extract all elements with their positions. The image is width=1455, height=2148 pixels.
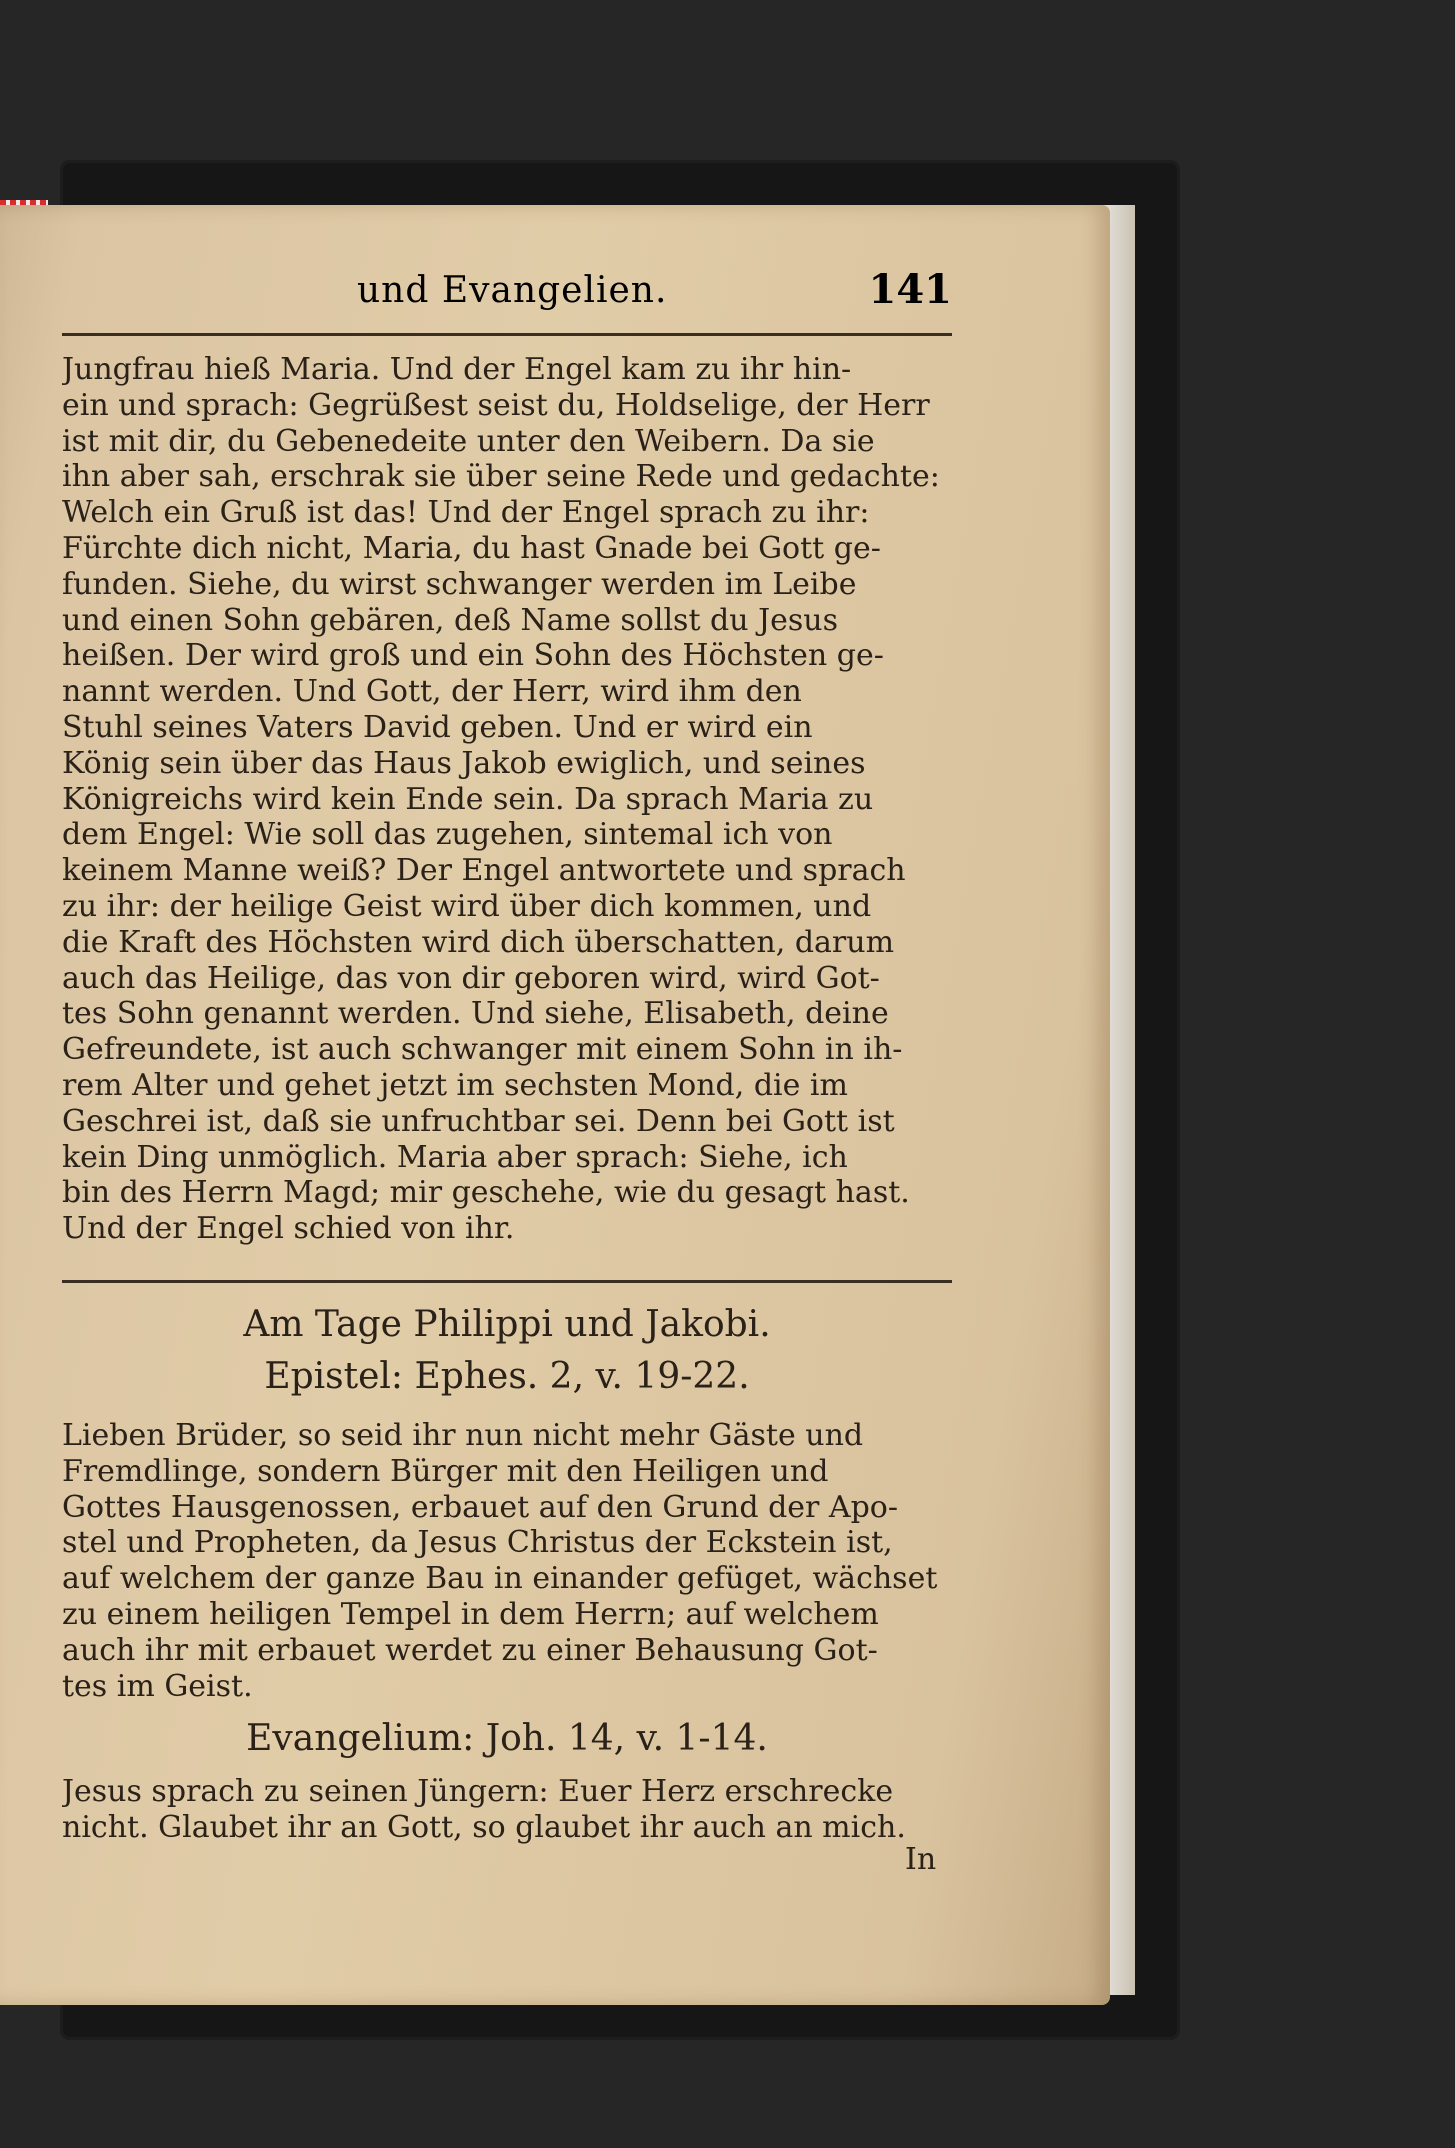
text-line: ihn aber sah, erschrak sie über seine Rede und gedachte: bbox=[62, 459, 940, 495]
text-line: Jungfrau hieß Maria. Und der Engel kam zu ihr hin- bbox=[62, 352, 852, 387]
text-line: auf welchem der ganze Bau in einander gefüget, wächset bbox=[62, 1561, 938, 1597]
text-line: funden. Siehe, du wirst schwanger werden im Leibe bbox=[62, 566, 857, 602]
passage-epistle bbox=[62, 1418, 957, 1704]
text-line: Fürchte dich nicht, Maria, du hast Gnade bei Gott ge- bbox=[62, 530, 881, 566]
text-line: auch ihr mit erbauet werdet zu einer Behausung Got- bbox=[62, 1632, 878, 1668]
gospel-heading: Evangelium: Joh. 14, v. 1-14. bbox=[246, 1718, 768, 1759]
text-line: zu ihr: der heilige Geist wird über dich kommen, und bbox=[62, 888, 872, 924]
text-line: König sein über das Haus Jakob ewiglich, und seines bbox=[62, 745, 866, 781]
header-rule bbox=[62, 333, 952, 336]
text-line: Gottes Hausgenossen, erbauet auf den Grund der Apo- bbox=[62, 1489, 898, 1525]
epistle-heading: Epistel: Ephes. 2, v. 19-22. bbox=[264, 1356, 750, 1397]
text-line: Geschrei ist, daß sie unfruchtbar sei. Denn bei Gott ist bbox=[62, 1103, 895, 1139]
text-line: stel und Propheten, da Jesus Christus der Eckstein ist, bbox=[62, 1525, 893, 1561]
text-line: heißen. Der wird groß und ein Sohn des Höchsten ge- bbox=[62, 638, 884, 674]
text-line: bin des Herrn Magd; mir geschehe, wie du gesagt hast. bbox=[62, 1175, 910, 1211]
text-line: nicht. Glaubet ihr an Gott, so glaubet ihr auch an mich. bbox=[62, 1809, 906, 1845]
text-line: und einen Sohn gebären, deß Name sollst du Jesus bbox=[62, 602, 838, 638]
text-line: kein Ding unmöglich. Maria aber sprach: Siehe, ich bbox=[62, 1139, 848, 1175]
text-line: Gefreundete, ist auch schwanger mit einem Sohn in ih- bbox=[62, 1032, 903, 1068]
text-line: Und der Engel schied von ihr. bbox=[62, 1211, 515, 1247]
running-head bbox=[62, 262, 952, 322]
text-line: Jesus sprach zu seinen Jüngern: Euer Herz erschrecke bbox=[62, 1774, 894, 1809]
text-line: keinem Manne weiß? Der Engel antwortete und sprach bbox=[62, 853, 906, 889]
text-line: ein und sprach: Gegrüßest seist du, Holdselige, der Herr bbox=[62, 387, 930, 423]
text-line: rem Alter und gehet jetzt im sechsten Mond, die im bbox=[62, 1067, 848, 1103]
text-line: Königreichs wird kein Ende sein. Da sprach Maria zu bbox=[62, 781, 874, 817]
passage-annunciation bbox=[62, 352, 957, 1247]
text-line: tes im Geist. bbox=[62, 1668, 253, 1704]
text-line: Lieben Brüder, so seid ihr nun nicht mehr Gäste und bbox=[62, 1418, 864, 1453]
text-line: Stuhl seines Vaters David geben. Und er wird ein bbox=[62, 709, 813, 745]
text-line: Fremdlinge, sondern Bürger mit den Heiligen und bbox=[62, 1453, 829, 1489]
catchword: In bbox=[905, 1842, 937, 1877]
text-line: auch das Heilige, das von dir geboren wird, wird Got- bbox=[62, 960, 880, 996]
text-line: tes Sohn genannt werden. Und siehe, Elisabeth, deine bbox=[62, 996, 889, 1032]
running-head-title: und Evangelien. bbox=[357, 270, 668, 311]
text-line: Welch ein Gruß ist das! Und der Engel sprach zu ihr: bbox=[62, 495, 870, 531]
text-line: die Kraft des Höchsten wird dich überschatten, darum bbox=[62, 924, 895, 960]
text-line: nannt werden. Und Gott, der Herr, wird ihm den bbox=[62, 674, 802, 710]
text-line: ist mit dir, du Gebenedeite unter den Weibern. Da sie bbox=[62, 423, 875, 459]
passage-gospel bbox=[62, 1774, 957, 1846]
text-line: zu einem heiligen Tempel in dem Herrn; auf welchem bbox=[62, 1596, 879, 1632]
page-number: 141 bbox=[868, 266, 952, 313]
text-line: dem Engel: Wie soll das zugehen, sintemal ich von bbox=[62, 817, 833, 853]
section-rule bbox=[62, 1280, 952, 1283]
feast-title: Am Tage Philippi und Jakobi. bbox=[243, 1304, 771, 1345]
